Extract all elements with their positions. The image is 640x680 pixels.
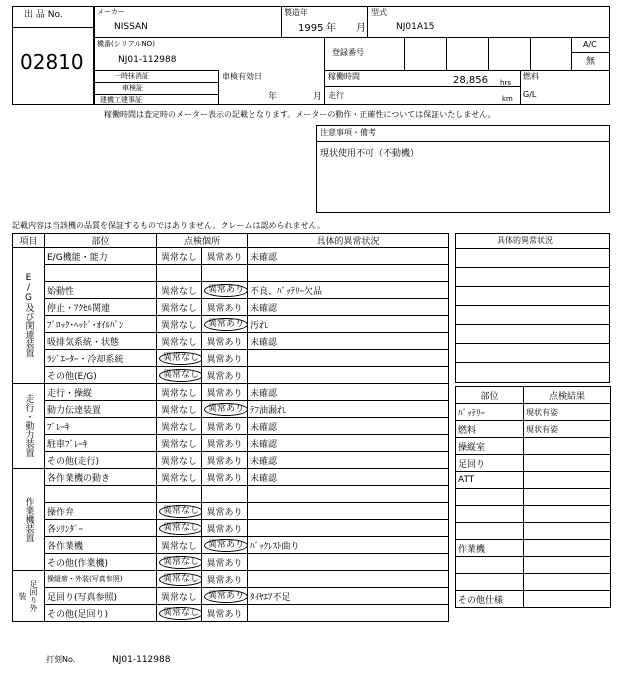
table-row [13,367,449,384]
header-part: 部位 [45,234,157,248]
maker-label: メーカー [97,8,125,16]
inspection-body [13,248,449,622]
table-row [13,265,449,282]
issue-cell-text: 異常あり [206,354,243,365]
detail-cell-text: ﾊﾞｯｸﾚｽﾄ曲り [250,541,300,552]
no-issue-cell [157,588,202,605]
issue-cell-text: 異常あり [204,539,248,552]
header-check: 点検個所 [157,234,248,248]
detail-line [455,362,610,363]
table-row [456,506,611,523]
detail-cell [248,503,449,520]
detail-cell [248,333,449,350]
detail-cell-text: 未確認 [250,422,278,433]
no-issue-cell-text: 異常なし [159,522,202,535]
ac-label: A/C [583,40,597,49]
table-row [13,418,449,435]
detail-line [455,267,610,268]
detail-cell-text: 未確認 [250,388,278,399]
no-issue-cell-text: 異常なし [160,592,197,603]
no-issue-cell [157,452,202,469]
detail-cell [248,316,449,333]
issue-cell-text: 異常あり [204,318,248,331]
inspection-date-label: 車検有効日 [222,72,262,81]
issue-cell-text: 異常あり [206,456,243,467]
no-issue-cell-text: 異常なし [160,337,197,348]
stamp-no-value: NJ01-112988 [112,655,171,665]
no-issue-cell-text: 異常なし [160,405,197,416]
remarks-text: 現状使用不可（不動機） [320,149,420,159]
detail-cell-text: 未確認 [250,252,278,263]
result-cell [524,472,611,489]
right-detail-box [455,233,610,383]
detail-cell [248,435,449,452]
issue-cell [202,350,248,367]
part-cell [45,469,157,486]
no-issue-cell [157,520,202,537]
table-row [13,248,449,265]
no-issue-cell-text: 異常なし [160,252,197,263]
part-cell [45,401,157,418]
part-cell [45,486,157,503]
result-cell [524,574,611,591]
issue-cell [202,469,248,486]
detail-cell-text: 未確認 [250,456,278,467]
table-row [13,316,449,333]
issue-cell [202,588,248,605]
claims-notice: 記載内容は当該機の品質を保証するものではありません。クレームは認められません。 [12,221,325,230]
hours-value: 28,856 [453,75,488,86]
issue-cell-text: 異常あり [206,303,243,314]
no-issue-cell [157,435,202,452]
table-row [456,574,611,591]
no-issue-cell-text: 異常なし [160,541,197,552]
no-issue-cell-text: 異常なし [159,369,202,382]
parts-cell: ATT [456,472,524,489]
result-cell [524,591,611,608]
parts-cell: 足回り [456,455,524,472]
result-cell [524,506,611,523]
detail-cell-text: ﾃﾌ油漏れ [250,405,287,416]
part-cell [45,503,157,520]
model-value: NJ01A15 [396,22,435,32]
table-row [13,401,449,418]
no-issue-cell-text: 異常なし [160,422,197,433]
parts-body [456,404,611,608]
detail-line [455,305,610,306]
part-cell [45,418,157,435]
issue-cell-text: 異常あり [206,558,243,569]
issue-cell-text: 異常あり [206,388,243,399]
part-cell-text: 操作弁 [47,507,75,518]
detail-cell [248,265,449,282]
detail-cell-text: 未確認 [250,337,278,348]
travel-label: 走行 [328,91,344,100]
issue-cell-text: 異常あり [206,252,243,263]
parts-cell [456,489,524,506]
table-row [13,299,449,316]
no-issue-cell [157,486,202,503]
part-cell-text: 操縦席・外装(写真参照) [47,575,123,583]
detail-cell-text: 不良、ﾊﾞｯﾃﾘｰ欠品 [250,286,323,297]
issue-cell [202,452,248,469]
header-item: 項目 [13,234,45,248]
part-cell-text: その他(E/G) [47,371,97,382]
fuel-value: G/L [523,90,537,99]
parts-cell [456,557,524,574]
issue-cell-text: 異常あり [206,575,243,586]
no-issue-cell-text: 異常なし [160,303,197,314]
result-cell [524,557,611,574]
no-issue-cell-text: 異常なし [159,352,202,365]
table-row [13,571,449,588]
no-issue-cell [157,333,202,350]
no-issue-cell-text: 異常なし [159,505,202,518]
detail-cell [248,367,449,384]
issue-cell-text: 異常あり [206,422,243,433]
detail-line [455,248,610,249]
inspection-month-unit: 月 [313,92,323,102]
serial-label: 機番(シリアルNO) [97,40,155,48]
detail-cell-text: 未確認 [250,473,278,484]
no-issue-cell [157,350,202,367]
detail-cell [248,299,449,316]
no-issue-cell [157,469,202,486]
month-unit: 月 [356,23,366,34]
issue-cell-text: 異常あり [206,524,243,535]
part-cell [45,350,157,367]
issue-cell [202,248,248,265]
no-issue-cell [157,265,202,282]
issue-cell [202,282,248,299]
issue-cell [202,333,248,350]
table-row [13,282,449,299]
no-issue-cell-text: 異常なし [160,456,197,467]
table-row [456,523,611,540]
issue-cell [202,503,248,520]
issue-cell [202,384,248,401]
no-issue-cell-text: 異常なし [160,473,197,484]
issue-cell [202,554,248,571]
detail-cell [248,248,449,265]
parts-cell: その他仕様 [456,591,524,608]
part-cell-text: 各ｼﾘﾝﾀﾞｰ [47,524,84,535]
table-row [13,503,449,520]
issue-cell-text: 異常あり [206,337,243,348]
detail-cell [248,571,449,588]
issue-cell [202,605,248,622]
registration-label: 登録番号 [332,48,364,57]
detail-cell [248,605,449,622]
table-row [13,537,449,554]
part-cell-text: E/G機能・能力 [47,252,108,263]
part-cell [45,333,157,350]
construction-cert-label: 建機工建事証 [100,96,142,104]
table-row [13,486,449,503]
parts-cell [456,574,524,591]
issue-cell-text: 異常あり [206,439,243,450]
part-cell [45,571,157,588]
detail-line [455,286,610,287]
detail-cell [248,554,449,571]
part-cell [45,537,157,554]
no-issue-cell [157,605,202,622]
part-cell-text: 動力伝達装置 [47,405,102,416]
part-cell [45,605,157,622]
detail-cell-text: ﾀｲﾔｴｱ不足 [250,592,291,603]
no-issue-cell [157,503,202,520]
remarks-label: 注意事項・備考 [320,128,376,137]
part-cell [45,248,157,265]
no-issue-cell-text: 異常なし [160,320,197,331]
no-issue-cell-text: 異常なし [159,607,202,620]
table-row [13,333,449,350]
serial-value: NJ01-112988 [118,55,177,65]
detail-cell-text: 汚れ [250,320,269,331]
table-row [456,472,611,489]
no-issue-cell [157,571,202,588]
part-cell-text: ﾗｼﾞｴｰﾀｰ・冷却系統 [47,354,124,365]
detail-cell [248,588,449,605]
result-cell [524,438,611,455]
result-cell [524,489,611,506]
parts-cell [456,506,524,523]
part-cell [45,384,157,401]
issue-cell-text: 異常あり [206,609,243,620]
table-row [13,520,449,537]
part-cell-text: 始動性 [47,286,75,297]
part-cell-text: ﾌﾞﾛｯｸ･ﾍｯﾄﾞ･ｵｲﾙﾊﾟﾝ [47,320,124,331]
part-cell-text: 足回り(写真参照) [47,592,118,603]
result-cell [524,523,611,540]
no-issue-cell [157,316,202,333]
parts-result-table [455,386,611,608]
parts-cell: 燃料 [456,421,524,438]
table-row [456,404,611,421]
part-cell [45,452,157,469]
detail-line [455,324,610,325]
table-row [456,591,611,608]
table-row [456,438,611,455]
parts-cell: 作業機 [456,540,524,557]
part-cell [45,367,157,384]
part-cell-text: 走行・操縦 [47,388,93,399]
issue-cell-text: 異常あり [206,371,243,382]
vehicle-cert-label: 車検証 [122,84,143,92]
detail-cell [248,282,449,299]
no-issue-cell-text: 異常なし [160,286,197,297]
part-cell [45,299,157,316]
no-issue-cell-text: 異常なし [160,388,197,399]
stamp-no-label: 打刻No. [46,655,76,664]
result-cell: 現状有姿 [524,404,611,421]
year-unit: 年 [326,23,336,34]
issue-cell-text: 異常あり [206,473,243,484]
detail-cell-text: 未確認 [250,439,278,450]
part-cell [45,282,157,299]
header-detail: 具体的異常状況 [248,234,449,248]
table-row [13,435,449,452]
part-cell-text: その他(走行) [47,456,100,467]
temp-cert-label: 一時抹消証 [114,72,149,80]
part-cell-text: その他(足回り) [47,609,109,620]
no-issue-cell [157,418,202,435]
km-unit: km [502,95,513,103]
part-cell-text: 各作業機の動き [47,473,111,484]
table-row [456,540,611,557]
table-row [13,605,449,622]
no-issue-cell [157,248,202,265]
section-label: E/G及び関連装置 [23,273,34,357]
maker-value: NISSAN [114,22,148,32]
issue-cell [202,520,248,537]
no-issue-cell-text: 異常なし [159,573,202,586]
part-cell [45,520,157,537]
hrs-unit: hrs [500,79,511,87]
issue-cell [202,367,248,384]
detail-cell [248,520,449,537]
issue-cell [202,316,248,333]
parts-cell: ﾊﾞｯﾃﾘｰ [456,404,524,421]
year-value: 1995 [298,23,324,34]
issue-cell [202,418,248,435]
result-cell [524,455,611,472]
part-cell [45,265,157,282]
table-row [13,384,449,401]
table-row [13,469,449,486]
result-header: 点検結果 [524,387,611,404]
issue-cell [202,486,248,503]
detail-cell [248,469,449,486]
part-cell-text: 吸排気系統・状態 [47,337,120,348]
no-issue-cell-text: 異常なし [160,439,197,450]
hours-label: 稼働時間 [328,72,360,81]
parts-cell [456,523,524,540]
issue-cell-text: 異常あり [204,590,248,603]
table-row [456,455,611,472]
issue-cell [202,401,248,418]
right-detail-header: 具体的異常状況 [497,236,553,245]
no-issue-cell [157,401,202,418]
issue-cell-text: 異常あり [206,507,243,518]
detail-cell-text: 未確認 [250,303,278,314]
part-cell [45,316,157,333]
hours-notice: 稼働時間は査定時のメーター表示の記載となります。メーターの動作・正確性については保証いたしません。 [104,110,496,119]
part-cell [45,554,157,571]
result-cell [524,540,611,557]
issue-cell [202,265,248,282]
fuel-label: 燃料 [523,72,539,81]
parts-header: 部位 [456,387,524,404]
no-issue-cell-text: 異常なし [159,556,202,569]
table-row [13,554,449,571]
table-row [13,452,449,469]
issue-cell [202,571,248,588]
inspection-year-unit: 年 [268,92,278,102]
detail-cell [248,418,449,435]
part-cell-text: 駐車ﾌﾞﾚｰｷ [47,439,88,450]
part-cell-text: 各作業機 [47,541,84,552]
part-cell [45,588,157,605]
no-issue-cell [157,384,202,401]
model-label: 型式 [371,8,387,17]
part-cell-text: その他(作業機) [47,558,109,569]
detail-cell [248,350,449,367]
section-label: 足回り外装 [18,579,38,612]
detail-line [455,343,610,344]
detail-cell [248,452,449,469]
remarks-box [316,125,610,213]
parts-cell: 操縦室 [456,438,524,455]
no-issue-cell [157,537,202,554]
detail-cell [248,384,449,401]
section-label: 作業機装置 [23,496,34,542]
issue-cell-text: 異常あり [204,284,248,297]
issue-cell-text: 異常あり [204,403,248,416]
table-row [456,557,611,574]
issue-cell [202,537,248,554]
issue-cell [202,435,248,452]
table-row [13,588,449,605]
part-cell [45,435,157,452]
issue-cell [202,299,248,316]
lot-label: 出 品 No. [24,10,63,20]
no-issue-cell [157,282,202,299]
inspection-table [12,233,449,622]
detail-cell [248,401,449,418]
lot-number: 02810 [20,50,84,74]
part-cell-text: 停止・ｱｸｾﾙ関連 [47,303,111,314]
section-label: 走行・動力装置 [23,394,34,457]
no-issue-cell [157,367,202,384]
detail-cell [248,537,449,554]
result-cell: 現状有姿 [524,421,611,438]
no-issue-cell [157,299,202,316]
ac-value: 無 [586,57,596,67]
table-row [13,350,449,367]
detail-cell [248,486,449,503]
table-row [456,489,611,506]
no-issue-cell [157,554,202,571]
table-row [456,421,611,438]
year-label: 製造年 [284,8,308,17]
part-cell-text: ﾌﾞﾚｰｷ [47,422,70,433]
